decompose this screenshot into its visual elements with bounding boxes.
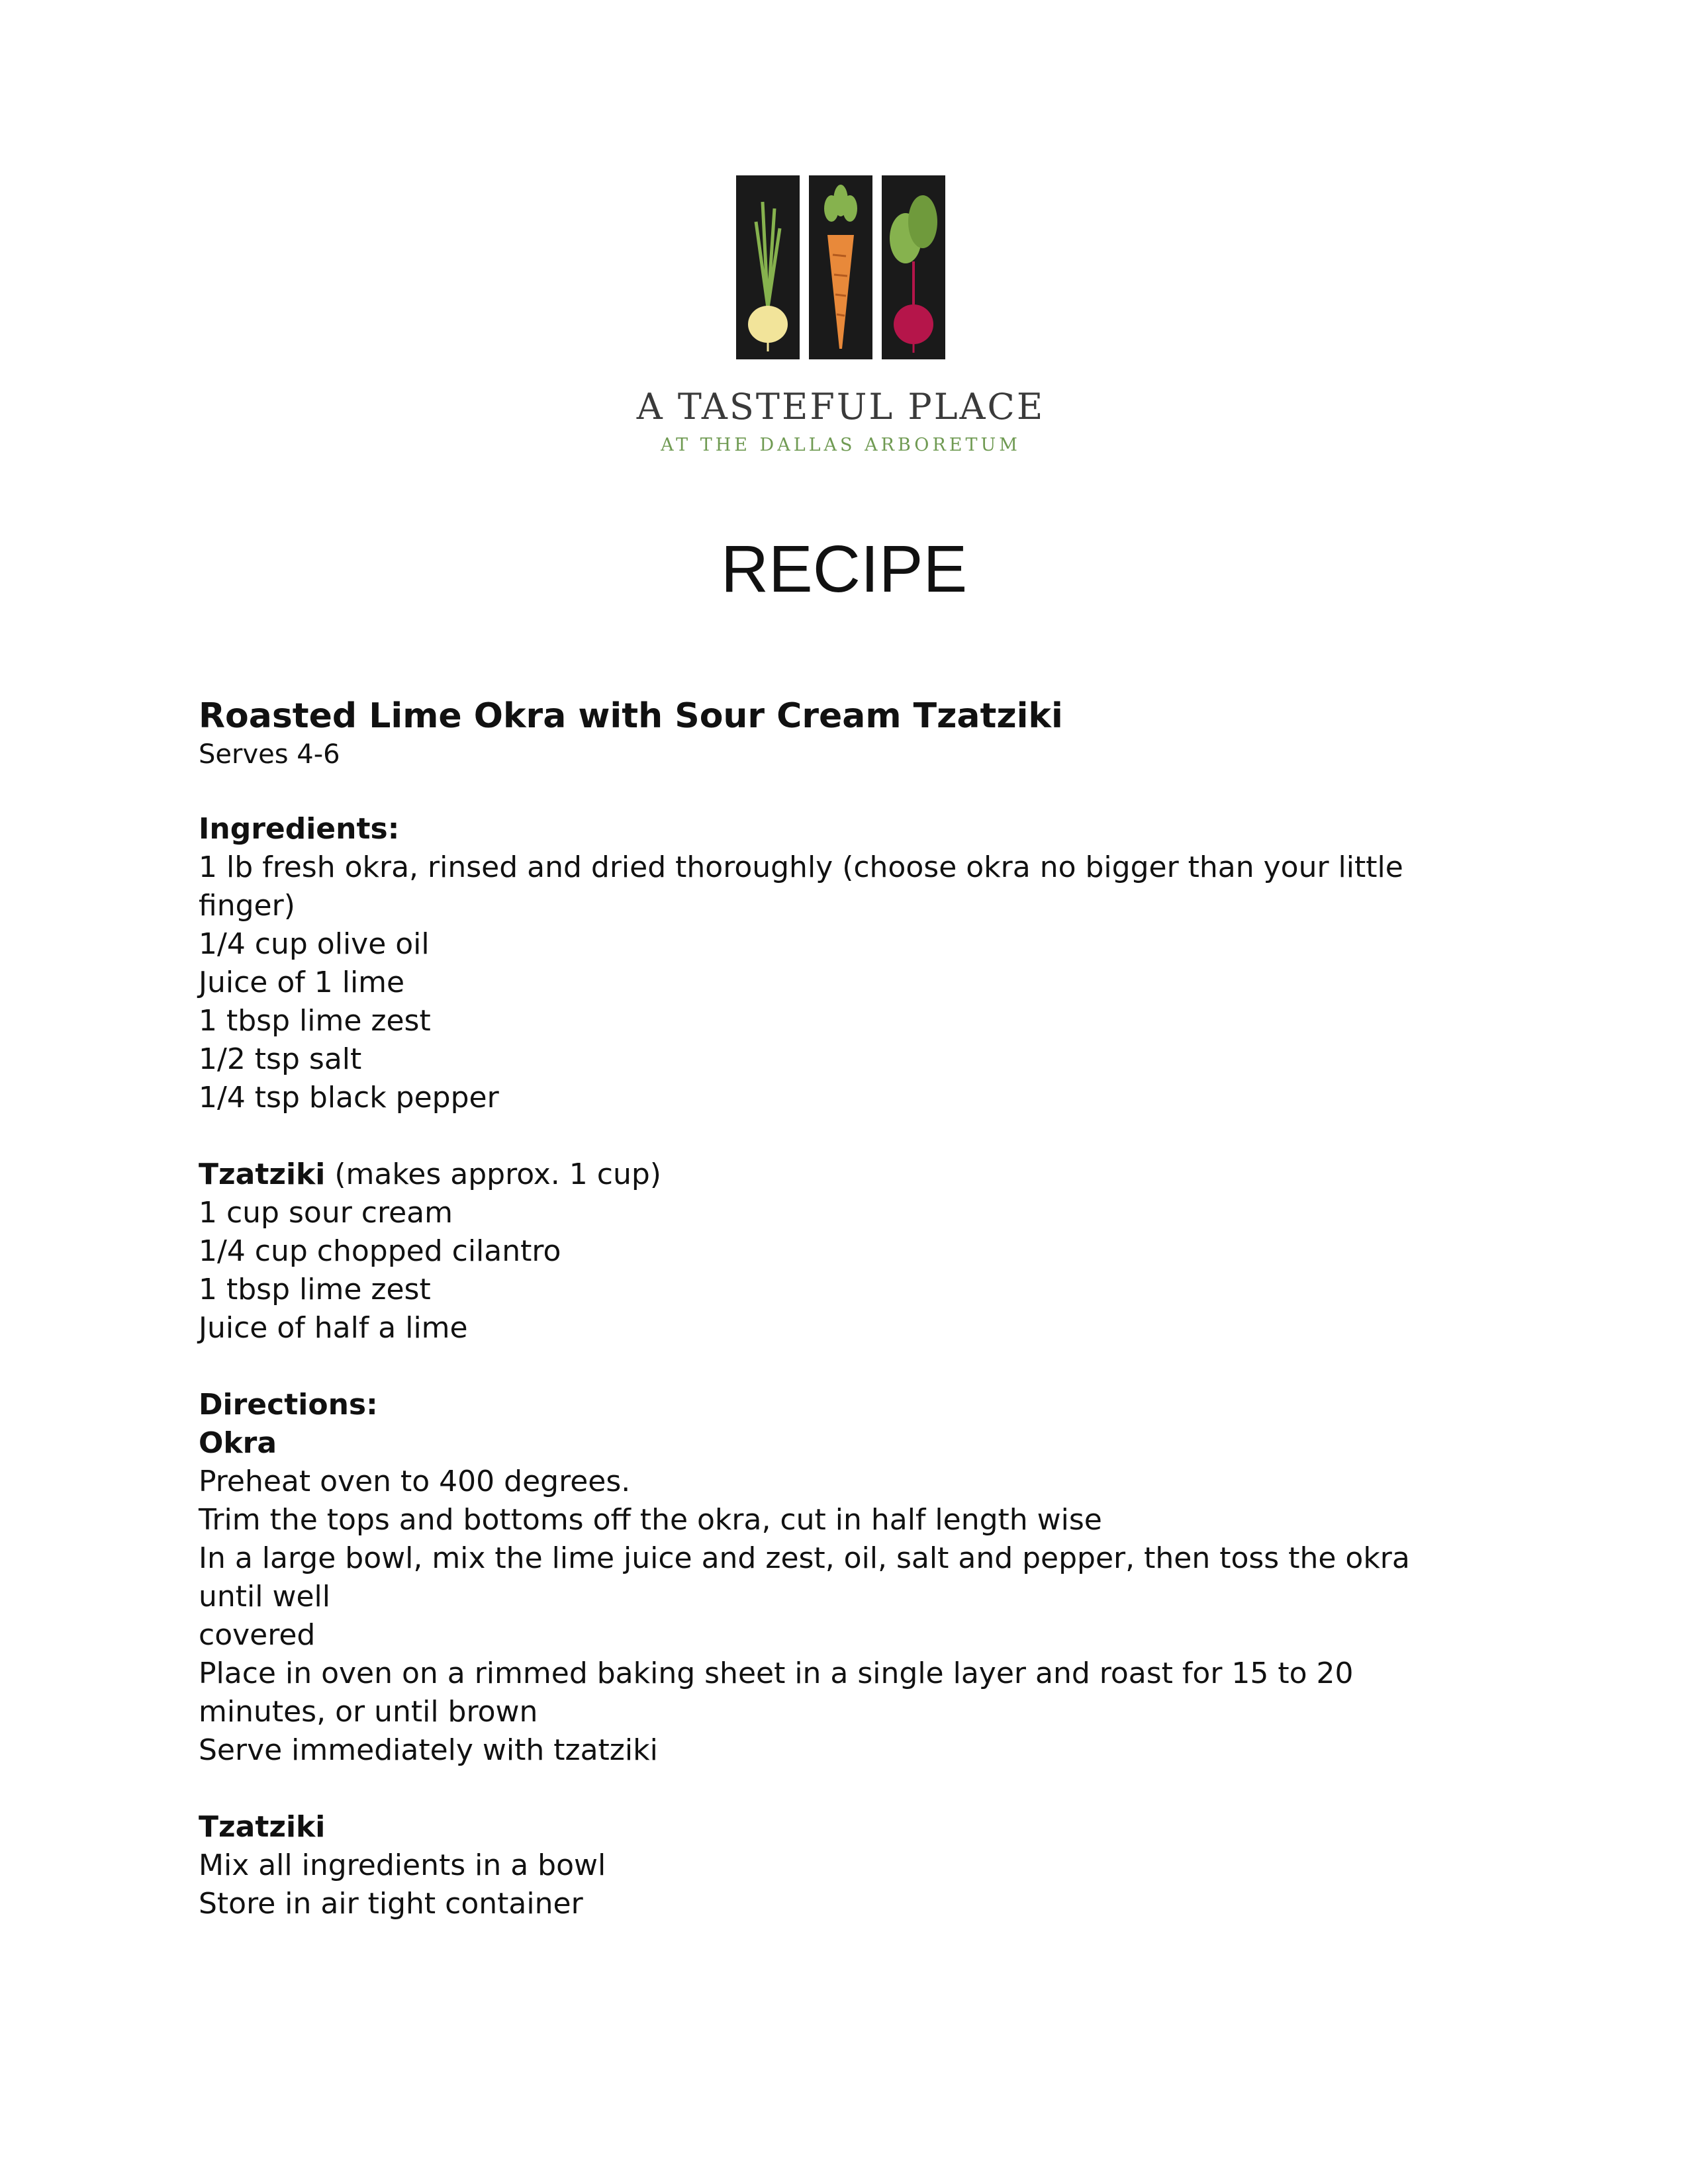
ingredient-line: 1 lb fresh okra, rinsed and dried thoroughly (choose okra no bigger than your little <box>199 850 1403 884</box>
serves-text: Serves 4-6 <box>199 739 340 770</box>
direction-line: minutes, or until brown <box>199 1695 538 1729</box>
direction-line: until well <box>199 1580 330 1614</box>
logo-subtitle: AT THE DALLAS ARBORETUM <box>661 435 1021 455</box>
ingredient-line: Juice of 1 lime <box>199 966 405 999</box>
ingredient-line: finger) <box>199 889 295 923</box>
tzatziki-heading: Tzatziki <box>199 1158 326 1191</box>
logo-name: A TASTEFUL PLACE <box>636 386 1045 428</box>
direction-line: Place in oven on a rimmed baking sheet in a single layer and roast for 15 to 20 <box>199 1657 1354 1690</box>
recipe-title: Roasted Lime Okra with Sour Cream Tzatziki <box>199 696 1063 736</box>
ingredient-line: 1/2 tsp salt <box>199 1042 362 1076</box>
direction-line: Trim the tops and bottoms off the okra, cut in half length wise <box>199 1503 1102 1537</box>
carrot-icon <box>809 175 872 359</box>
page-title: RECIPE <box>720 532 968 606</box>
tzatziki-ingredient-line: 1 tbsp lime zest <box>199 1273 431 1306</box>
beet-icon <box>882 175 945 359</box>
ingredient-line: 1/4 cup olive oil <box>199 927 430 961</box>
logo <box>622 175 1059 460</box>
tzatziki-ingredient-line: 1 cup sour cream <box>199 1196 453 1230</box>
tzatziki-directions-heading: Tzatziki <box>199 1810 326 1844</box>
ingredient-line: 1 tbsp lime zest <box>199 1004 431 1038</box>
okra-directions-heading: Okra <box>199 1426 277 1460</box>
tzatziki-ingredient-line: 1/4 cup chopped cilantro <box>199 1234 561 1268</box>
tzatziki-yield-note: (makes approx. 1 cup) <box>325 1158 661 1191</box>
direction-line: Serve immediately with tzatziki <box>199 1733 658 1767</box>
direction-line: Mix all ingredients in a bowl <box>199 1848 606 1882</box>
directions-heading: Directions: <box>199 1388 378 1422</box>
direction-line: covered <box>199 1618 316 1652</box>
direction-line: In a large bowl, mix the lime juice and zest, oil, salt and pepper, then toss the okra <box>199 1541 1410 1575</box>
direction-line: Preheat oven to 400 degrees. <box>199 1465 631 1498</box>
tzatziki-ingredient-line: Juice of half a lime <box>199 1311 468 1345</box>
recipe-body <box>199 695 1523 1923</box>
ingredient-line: 1/4 tsp black pepper <box>199 1081 499 1115</box>
direction-line: Store in air tight container <box>199 1887 583 1921</box>
onion-icon <box>736 175 800 359</box>
ingredients-heading: Ingredients: <box>199 812 400 846</box>
tzatziki-ingredients-heading <box>199 1156 1523 1194</box>
